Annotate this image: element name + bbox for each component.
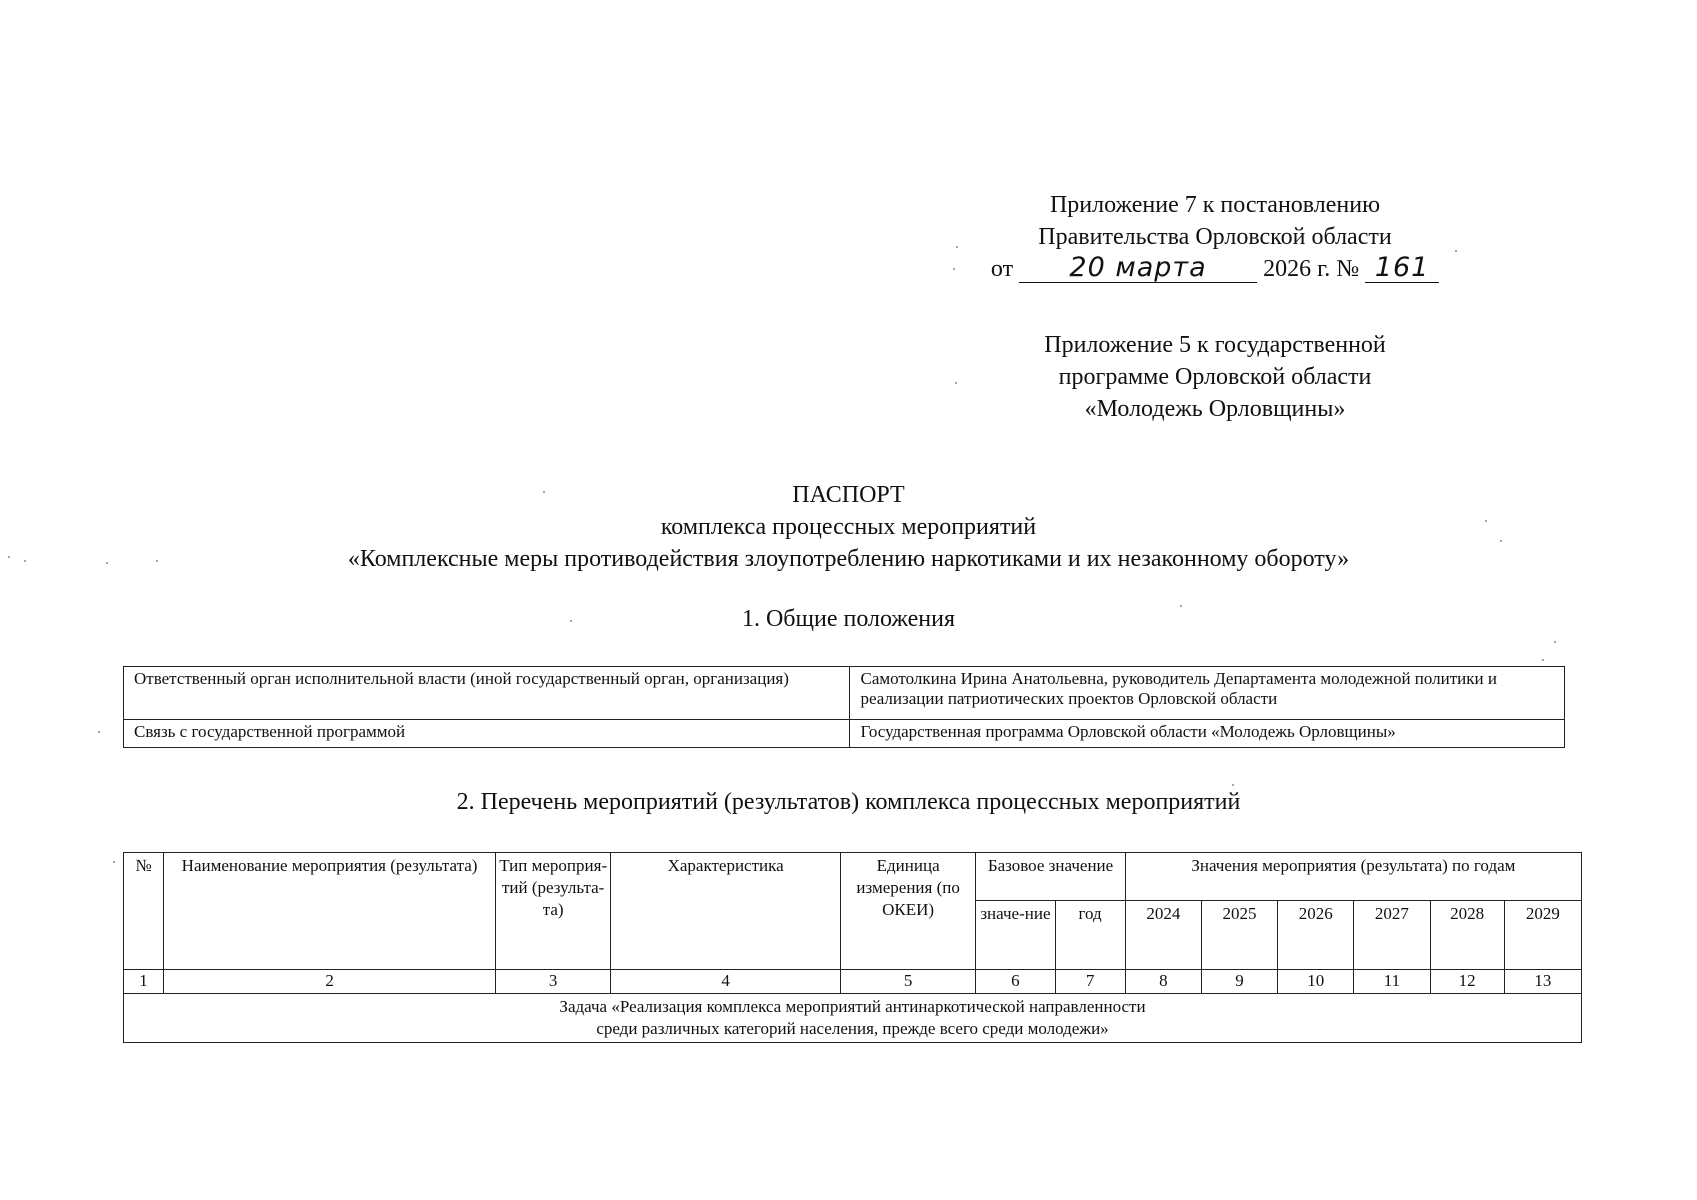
column-number: 3 (496, 970, 611, 994)
year-2025-header: 2025 (1201, 901, 1277, 970)
handwritten-number: 161 (1365, 254, 1439, 283)
col-values-header: Значения мероприятия (результата) по годам (1125, 853, 1581, 901)
handwritten-date: 20 марта (1019, 254, 1257, 283)
column-number: 2 (164, 970, 496, 994)
appendix-5-block (980, 329, 1450, 425)
column-number: 10 (1278, 970, 1354, 994)
year-2029-header: 2029 (1504, 901, 1581, 970)
date-prefix: от (990, 256, 1014, 282)
appendix-7-date-line (980, 253, 1450, 285)
responsible-body-value: Самотолкина Ирина Анатольевна, руководитель Департамента молодежной политики и реализации патриотических проектов Орловской области (850, 667, 1565, 720)
column-number: 6 (976, 970, 1055, 994)
appendix-7-block (980, 189, 1450, 285)
column-number: 4 (611, 970, 841, 994)
year-2026-header: 2026 (1278, 901, 1354, 970)
column-number-row (124, 970, 1582, 994)
task-row (124, 994, 1582, 1043)
activities-table (123, 852, 1582, 1043)
task-line1: Задача «Реализация комплекса мероприятий антинаркотической направленности (559, 997, 1146, 1016)
title-line3: «Комплексные меры противодействия злоупотреблению наркотиками и их незаконному обороту» (347, 546, 1350, 572)
appendix-5-line1: Приложение 5 к государственной (1044, 332, 1386, 358)
appendix-5-line2: программе Орловской области (1058, 364, 1372, 390)
col-base-value-header: значе-ние (976, 901, 1055, 970)
title-line1: ПАСПОРТ (792, 482, 905, 508)
col-name-header: Наименование мероприятия (результата) (164, 853, 496, 970)
column-number: 1 (124, 970, 164, 994)
col-type-header: Тип мероприя-тий (результа-та) (496, 853, 611, 970)
col-base-year-header: год (1055, 901, 1125, 970)
title-line2: комплекса процессных мероприятий (660, 514, 1037, 540)
program-link-label: Связь с государственной программой (124, 720, 850, 748)
passport-title (0, 479, 1697, 575)
table-row (124, 667, 1565, 720)
appendix-5-line3: «Молодежь Орловщины» (1084, 396, 1346, 422)
col-base-header: Базовое значение (976, 853, 1125, 901)
column-number: 13 (1504, 970, 1581, 994)
table-row (124, 720, 1565, 748)
task-cell (124, 994, 1582, 1043)
column-number: 11 (1354, 970, 1430, 994)
section-2-heading: 2. Перечень мероприятий (результатов) комплекса процессных мероприятий (456, 789, 1241, 815)
appendix-7-line1: Приложение 7 к постановлению (1049, 192, 1381, 218)
year-2027-header: 2027 (1354, 901, 1430, 970)
general-provisions-table (123, 666, 1565, 748)
column-number: 7 (1055, 970, 1125, 994)
appendix-7-line2: Правительства Орловской области (1038, 224, 1392, 250)
program-link-value: Государственная программа Орловской области «Молодежь Орловщины» (850, 720, 1565, 748)
column-number: 12 (1430, 970, 1504, 994)
col-num-header: № (124, 853, 164, 970)
year-2024-header: 2024 (1125, 901, 1201, 970)
year-2028-header: 2028 (1430, 901, 1504, 970)
column-number: 8 (1125, 970, 1201, 994)
responsible-body-label: Ответственный орган исполнительной власти (иной государственный орган, организация) (124, 667, 850, 720)
column-number: 9 (1201, 970, 1277, 994)
table-header-row (124, 853, 1582, 901)
col-unit-header: Единица измерения (по ОКЕИ) (840, 853, 975, 970)
col-characteristic-header: Характеристика (611, 853, 841, 970)
column-number: 5 (840, 970, 975, 994)
section-1-heading: 1. Общие положения (741, 606, 956, 632)
task-line2: среди различных категорий населения, прежде всего среди молодежи» (596, 1019, 1109, 1038)
decree-year: 2026 г. № (1263, 256, 1360, 282)
